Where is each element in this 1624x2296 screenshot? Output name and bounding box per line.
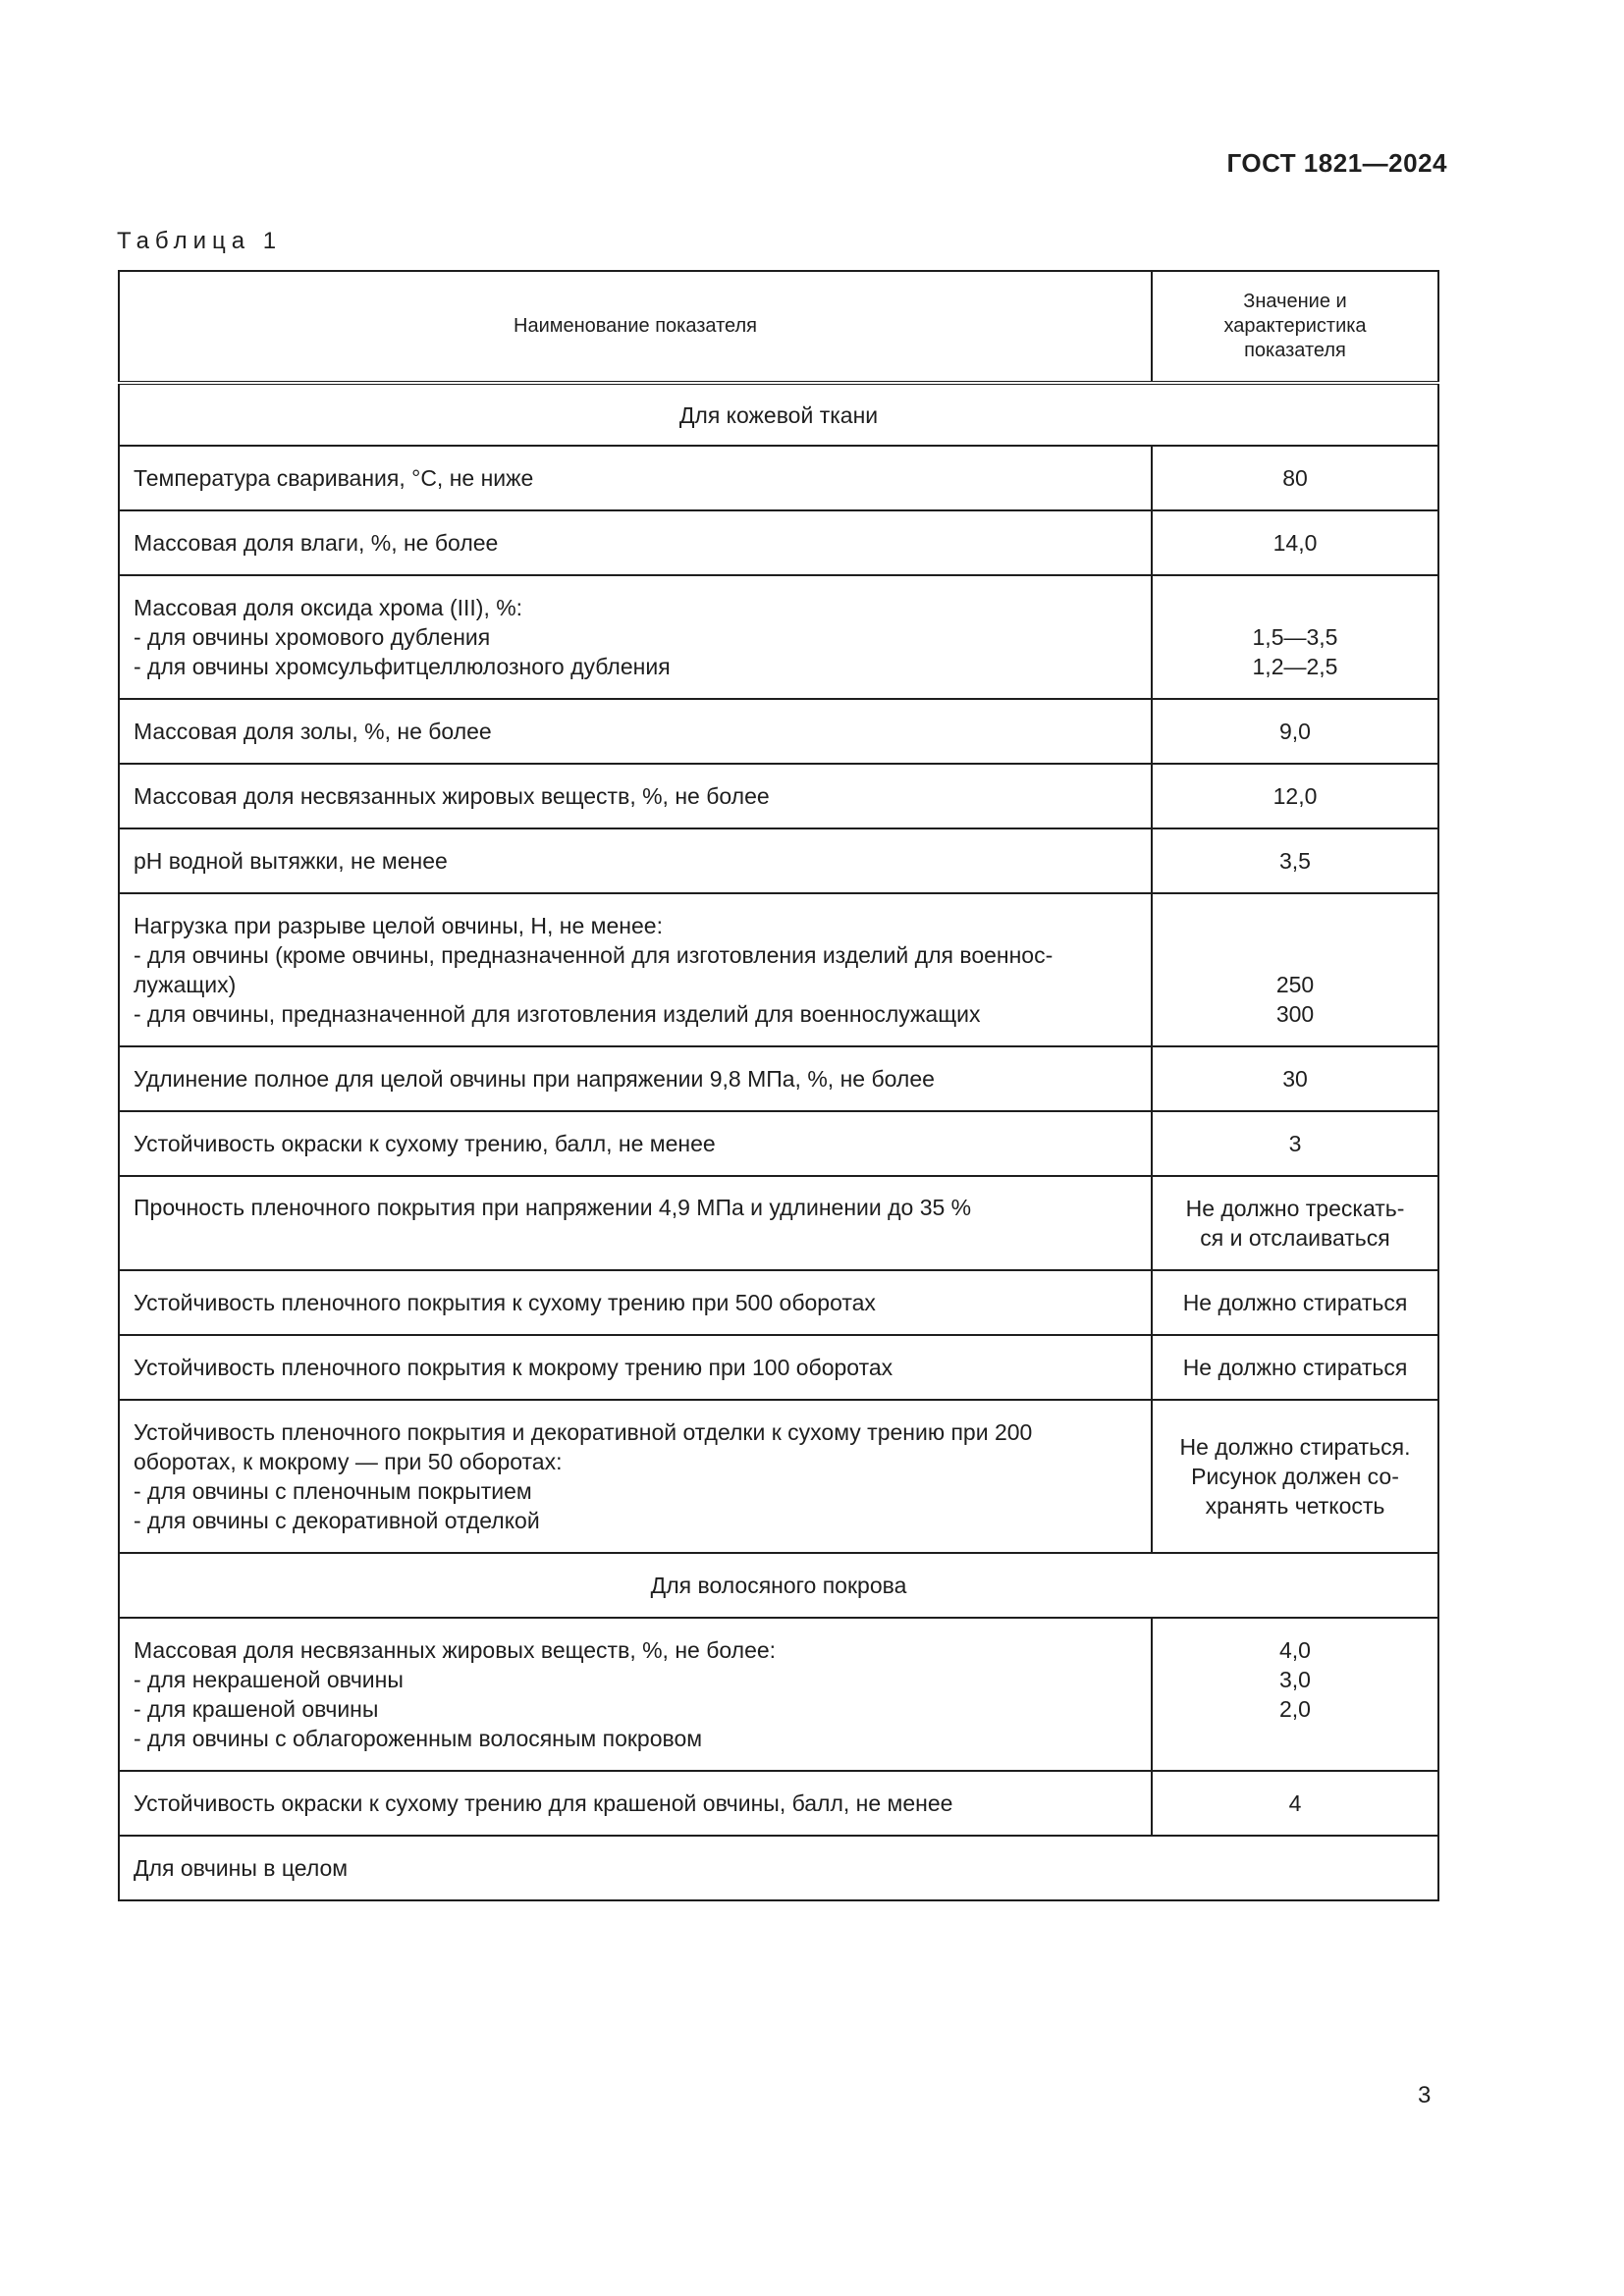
indicator-name: Массовая доля влаги, %, не более bbox=[119, 510, 1152, 575]
indicator-value: 1,5—3,5 bbox=[1252, 624, 1338, 650]
indicator-value: 3,0 bbox=[1279, 1667, 1311, 1692]
indicator-name: оборотах, к мокрому — при 50 оборотах: bbox=[134, 1449, 563, 1474]
indicator-name: Массовая доля несвязанных жировых веществ, %, не более: bbox=[134, 1637, 777, 1663]
indicator-value: 9,0 bbox=[1152, 699, 1438, 764]
indicator-value: Не должно трескать- bbox=[1185, 1196, 1405, 1221]
table-row bbox=[119, 1176, 1438, 1270]
table-row bbox=[119, 1046, 1438, 1111]
table-row bbox=[119, 893, 1438, 1046]
table-row bbox=[119, 1771, 1438, 1836]
indicator-value: 2,0 bbox=[1279, 1696, 1311, 1722]
indicator-name: Температура сваривания, °С, не ниже bbox=[119, 446, 1152, 510]
indicator-value: 4,0 bbox=[1279, 1637, 1311, 1663]
indicator-name: Массовая доля золы, %, не более bbox=[119, 699, 1152, 764]
table-row bbox=[119, 510, 1438, 575]
indicator-value-cell bbox=[1152, 575, 1438, 699]
indicator-value: Не должно стираться bbox=[1152, 1270, 1438, 1335]
indicator-name-cell bbox=[119, 893, 1152, 1046]
indicator-name: Прочность пленочного покрытия при напряжении 4,9 МПа и удлинении до 35 % bbox=[119, 1176, 1152, 1270]
indicator-name-cell bbox=[119, 1400, 1152, 1553]
indicator-value: 1,2—2,5 bbox=[1252, 654, 1338, 679]
indicator-name: Устойчивость пленочного покрытия к мокрому трению при 100 оборотах bbox=[119, 1335, 1152, 1400]
indicator-name: Массовая доля несвязанных жировых веществ, %, не более bbox=[119, 764, 1152, 828]
section-row-hair bbox=[119, 1553, 1438, 1618]
section-row-skin bbox=[119, 383, 1438, 446]
indicator-value-cell bbox=[1152, 893, 1438, 1046]
table-row bbox=[119, 699, 1438, 764]
indicator-name: Устойчивость окраски к сухому трению, балл, не менее bbox=[119, 1111, 1152, 1176]
indicator-value: 14,0 bbox=[1152, 510, 1438, 575]
table-row bbox=[119, 1335, 1438, 1400]
table-row bbox=[119, 828, 1438, 893]
indicator-name: Удлинение полное для целой овчины при напряжении 9,8 МПа, %, не более bbox=[119, 1046, 1152, 1111]
indicator-value: 30 bbox=[1152, 1046, 1438, 1111]
indicator-name: pH водной вытяжки, не менее bbox=[119, 828, 1152, 893]
table-row bbox=[119, 1111, 1438, 1176]
indicator-value-cell bbox=[1152, 1176, 1438, 1270]
indicator-name: Устойчивость окраски к сухому трению для крашеной овчины, балл, не менее bbox=[119, 1771, 1152, 1836]
indicator-subitem: - для овчины хромсульфитцеллюлозного дубления bbox=[134, 654, 671, 679]
indicator-value: хранять четкость bbox=[1205, 1493, 1385, 1519]
indicator-name: Устойчивость пленочного покрытия и декоративной отделки к сухому трению при 200 bbox=[134, 1419, 1033, 1445]
table-row bbox=[119, 1270, 1438, 1335]
indicator-name-cell bbox=[119, 575, 1152, 699]
indicator-subitem: - для овчины с декоративной отделкой bbox=[134, 1508, 540, 1533]
table-row bbox=[119, 1400, 1438, 1553]
document-code: ГОСТ 1821—2024 bbox=[1226, 148, 1447, 178]
indicator-value: 4 bbox=[1152, 1771, 1438, 1836]
indicator-value: Не должно стираться bbox=[1152, 1335, 1438, 1400]
column-header-name: Наименование показателя bbox=[119, 271, 1152, 383]
indicator-subitem: - для овчины (кроме овчины, предназначенной для изготовления изделий для военнос- bbox=[134, 942, 1054, 968]
section-title: Для кожевой ткани bbox=[119, 383, 1438, 446]
indicator-value: 3,5 bbox=[1152, 828, 1438, 893]
indicator-value: 12,0 bbox=[1152, 764, 1438, 828]
indicator-value: 250 bbox=[1275, 972, 1315, 997]
indicator-value: 80 bbox=[1152, 446, 1438, 510]
indicator-subitem: - для овчины хромового дубления bbox=[134, 624, 491, 650]
indicator-value-cell bbox=[1152, 1400, 1438, 1553]
spec-table bbox=[118, 270, 1439, 1901]
indicator-subitem: - для крашеной овчины bbox=[134, 1696, 379, 1722]
indicator-subitem: - для овчины, предназначенной для изготовления изделий для военнослужащих bbox=[134, 1001, 981, 1027]
indicator-name: Нагрузка при разрыве целой овчины, Н, не менее: bbox=[134, 913, 663, 938]
indicator-value: 3 bbox=[1152, 1111, 1438, 1176]
indicator-value: Не должно стираться. bbox=[1179, 1434, 1411, 1460]
table-row bbox=[119, 1618, 1438, 1771]
indicator-subitem: - для некрашеной овчины bbox=[134, 1667, 404, 1692]
indicator-value: Рисунок должен со- bbox=[1191, 1464, 1399, 1489]
table-row bbox=[119, 575, 1438, 699]
section-row-whole bbox=[119, 1836, 1438, 1900]
indicator-subitem: - для овчины с облагороженным волосяным покровом bbox=[134, 1726, 703, 1751]
table-header-row bbox=[119, 271, 1438, 383]
table-caption: Таблица 1 bbox=[117, 228, 283, 254]
indicator-subitem: - для овчины с пленочным покрытием bbox=[134, 1478, 532, 1504]
table-row bbox=[119, 446, 1438, 510]
indicator-value: 300 bbox=[1275, 1001, 1315, 1027]
indicator-value: ся и отслаиваться bbox=[1200, 1225, 1390, 1251]
indicator-value-cell bbox=[1152, 1618, 1438, 1771]
table-row bbox=[119, 764, 1438, 828]
indicator-name-cell bbox=[119, 1618, 1152, 1771]
column-header-value: Значение и характеристика показателя bbox=[1152, 271, 1438, 383]
indicator-name: Массовая доля оксида хрома (III), %: bbox=[134, 595, 523, 620]
section-title: Для волосяного покрова bbox=[119, 1553, 1438, 1618]
indicator-subitem: лужащих) bbox=[134, 972, 237, 997]
section-title: Для овчины в целом bbox=[119, 1836, 1438, 1900]
page-number: 3 bbox=[1418, 2082, 1432, 2109]
indicator-name: Устойчивость пленочного покрытия к сухому трению при 500 оборотах bbox=[119, 1270, 1152, 1335]
